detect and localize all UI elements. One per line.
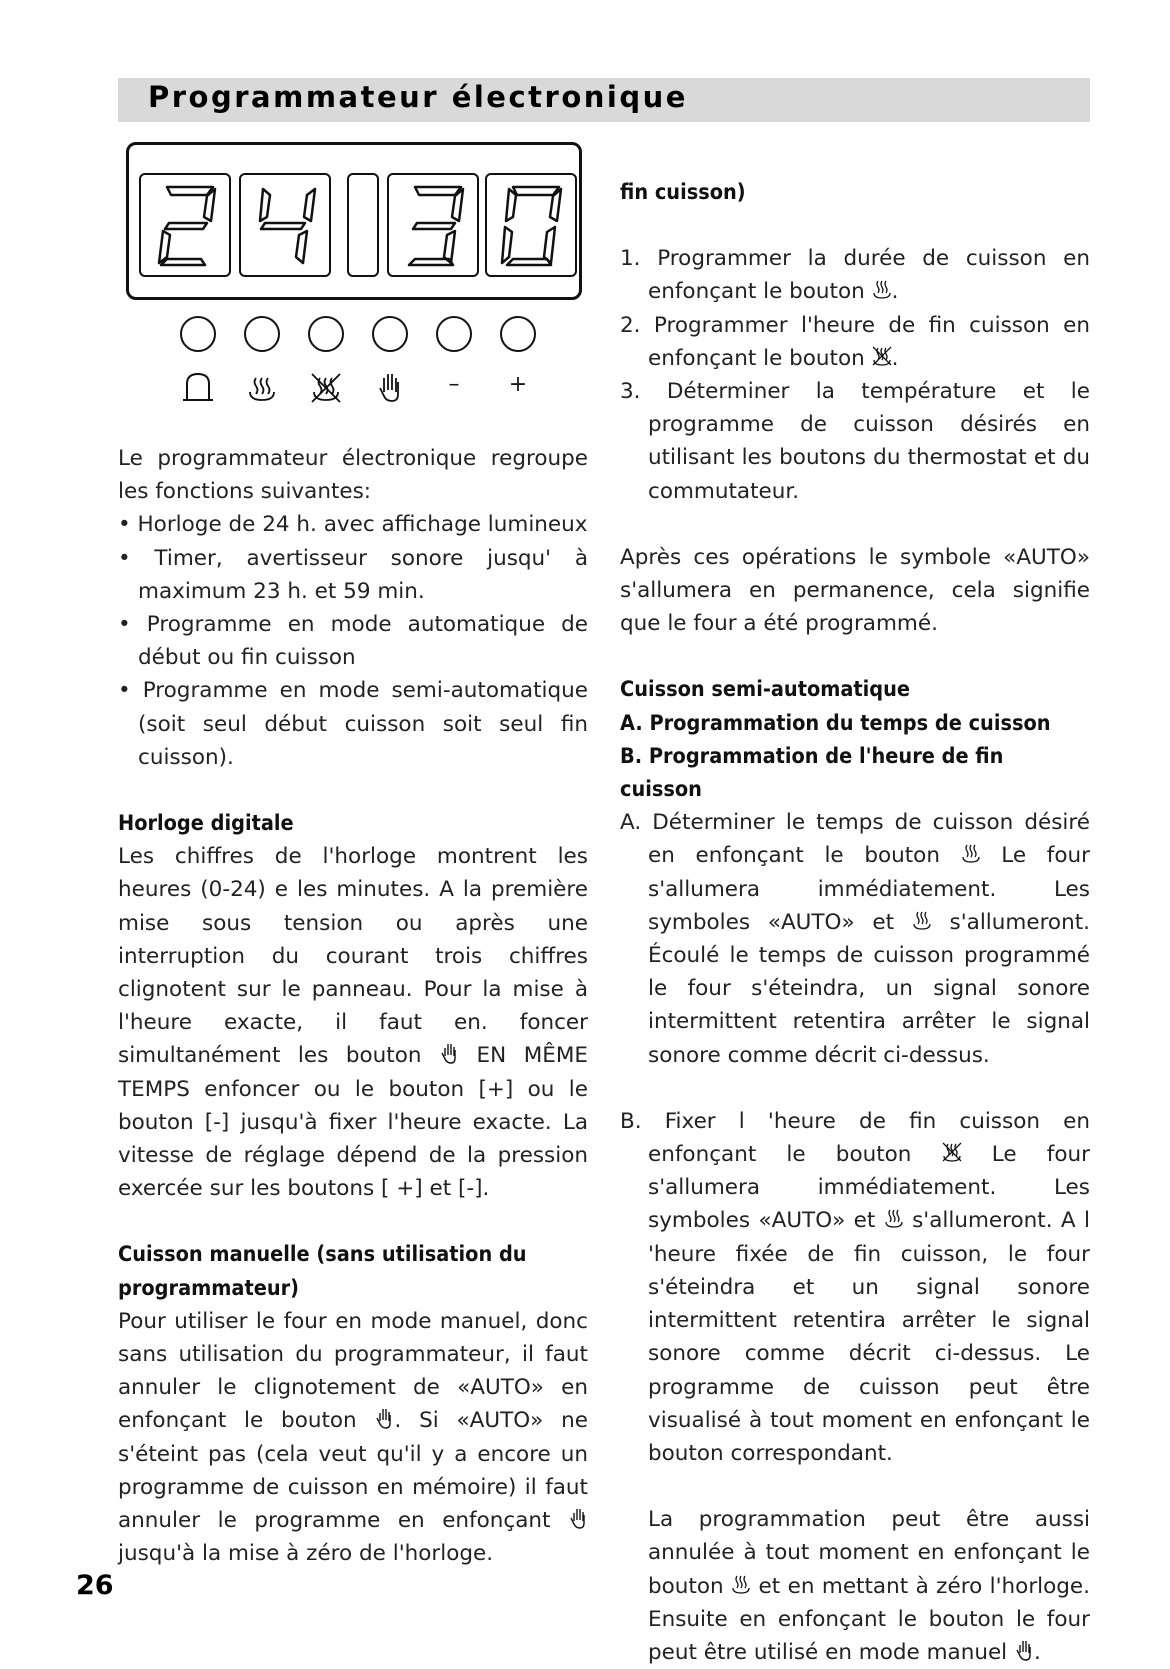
end-cook-button[interactable] bbox=[308, 316, 344, 352]
para-b-text-3: s'allumeront. A l 'heure fixée de fin cuisson, le four s'éteindra et un signal sonore intermittent retentira arrêter le signal sonore comme décrit ci-dessus. Le programme de cuisson peut être visualisé à tout moment en enfonçant le bouton correspondant. bbox=[648, 1208, 1090, 1466]
para-a bbox=[620, 806, 1090, 1072]
bullet-item: • Programme en mode semi-automatique (soit seul début cuisson soit seul fin cuisson). bbox=[118, 678, 588, 770]
sub-heading-a: A. Programmation du temps de cuisson bbox=[620, 710, 1051, 736]
manual-hand-icon bbox=[439, 1042, 459, 1064]
bullet-item: • Programme en mode automatique de début ou fin cuisson bbox=[118, 612, 588, 671]
left-column bbox=[118, 442, 588, 1571]
manuelle-text-3: jusqu'à la mise à zéro de l'horloge. bbox=[118, 1541, 494, 1567]
sub-heading-b: B. Programmation de l'heure de fin cuisson bbox=[620, 743, 1004, 803]
step-3: 3. Déterminer la température et le programme de cuisson désirés en utilisant les boutons du thermostat et du commutateur. bbox=[620, 379, 1090, 504]
digit-box-2 bbox=[239, 173, 331, 277]
section-heading: Cuisson manuelle (sans utilisation du programmateur) bbox=[118, 1242, 527, 1301]
step-1-text: 1. Programmer la durée de cuisson en enfonçant le bouton bbox=[620, 246, 1090, 305]
manuelle-text-1: Pour utiliser le four en mode manuel, donc sans utilisation du programmateur, il faut annuler le clignotement de «AUTO» en enfonçant le bouton bbox=[118, 1308, 588, 1434]
bullet-item: • Horloge de 24 h. avec affichage lumineux bbox=[118, 512, 588, 538]
timer-button[interactable] bbox=[180, 316, 216, 352]
page-title: Programmateur électronique bbox=[148, 80, 688, 114]
section-heading: Horloge digitale bbox=[118, 811, 294, 837]
minus-button[interactable] bbox=[436, 316, 472, 352]
cook-time-icon bbox=[731, 1573, 751, 1595]
horloge-paragraph bbox=[118, 840, 588, 1205]
cook-time-icon bbox=[872, 278, 892, 300]
minus-label: – bbox=[448, 372, 460, 397]
annul-text-2: et en mettant à zéro l'horloge. Ensuite en enfonçant le bouton le four peut être utilisé en mode manuel bbox=[648, 1573, 1090, 1665]
para-b-text-2: Le four s'allumera immédiatement. Les symboles «AUTO» et bbox=[648, 1142, 1090, 1234]
digit-3 bbox=[389, 175, 477, 275]
colon-box bbox=[347, 173, 379, 277]
para-a-text-2: Le four s'allumera immédiatement. Les symboles «AUTO» et bbox=[648, 843, 1090, 935]
bullet-item: • Timer, avertisseur sonore jusqu' à maximum 23 h. et 59 min. bbox=[118, 545, 588, 604]
apres-paragraph: Après ces opérations le symbole «AUTO» s'allumera en permanence, cela signifie que le four a été programmé. bbox=[620, 544, 1090, 637]
manual-hand-icon bbox=[568, 1507, 588, 1529]
step-1-end: . bbox=[891, 279, 899, 305]
annul-text-3: . bbox=[1034, 1639, 1041, 1665]
digit-2 bbox=[141, 175, 229, 275]
step-2-end: . bbox=[891, 345, 899, 371]
section-heading: Cuisson semi-automatique bbox=[620, 677, 911, 703]
manuelle-text-2: . Si «AUTO» ne s'éteint pas (cela veut qu'il y a encore un programme de cuisson en mémoire) il faut annuler le programme en enfonçant bbox=[118, 1408, 588, 1534]
manual-button[interactable] bbox=[372, 316, 408, 352]
digit-box-3 bbox=[387, 173, 479, 277]
manual-hand-icon bbox=[372, 370, 408, 404]
plus-label: + bbox=[508, 372, 528, 397]
intro-text: Le programmateur électronique regroupe les fonctions suivantes: bbox=[118, 446, 588, 505]
page-number: 26 bbox=[76, 1570, 114, 1601]
manuelle-paragraph bbox=[118, 1305, 588, 1571]
para-b bbox=[620, 1105, 1090, 1470]
clock-display-panel bbox=[126, 142, 582, 300]
para-b-text-1: B. Fixer l 'heure de fin cuisson en enfonçant le bouton bbox=[620, 1108, 1090, 1168]
para-a-text-1: A. Déterminer le temps de cuisson désiré en enfonçant le bouton bbox=[620, 810, 1090, 869]
end-cook-icon bbox=[942, 1141, 962, 1163]
cook-time-button[interactable] bbox=[244, 316, 280, 352]
step-2 bbox=[620, 309, 1090, 375]
cook-time-icon bbox=[884, 1207, 904, 1229]
digit-box-1 bbox=[139, 173, 231, 277]
annul-text-1: La programmation peut être aussi annulée à tout moment en enfonçant le bouton bbox=[648, 1507, 1090, 1599]
programmer-buttons bbox=[180, 316, 550, 406]
digit-0 bbox=[487, 175, 575, 275]
cook-time-icon bbox=[244, 370, 280, 404]
end-cook-icon bbox=[872, 345, 892, 367]
digit-box-4 bbox=[485, 173, 577, 277]
annulation-paragraph bbox=[620, 1503, 1090, 1669]
section-heading: fin cuisson) bbox=[620, 180, 746, 205]
right-column bbox=[620, 176, 1090, 1669]
step-2-text: 2. Programmer l'heure de fin cuisson en enfonçant le bouton bbox=[620, 312, 1090, 371]
bell-icon bbox=[180, 370, 216, 404]
para-a-text-3: s'allumeront. Écoulé le temps de cuisson programmé le four s'éteindra, un signal sonore intermittent retentira arrêter le signal sonore comme décrit ci-dessus. bbox=[648, 909, 1090, 1068]
cook-time-icon bbox=[912, 909, 932, 931]
plus-button[interactable] bbox=[500, 316, 536, 352]
horloge-text-1: Les chiffres de l'horloge montrent les heures (0-24) e les minutes. A la première mise sous tension ou après une interruption du courant trois chiffres clignotent sur le panneau. Pour la mise à l'heure exacte, il faut en. foncer simultanément les bouton bbox=[118, 844, 588, 1069]
digit-4 bbox=[241, 175, 329, 275]
cook-time-icon bbox=[961, 842, 981, 864]
manual-hand-icon bbox=[1014, 1639, 1034, 1661]
horloge-text-2: EN MÊME TEMPS enfoncer ou le bouton [+] ou le bouton [-] jusqu'à fixer l'heure exacte. La vitesse de réglage dépend de la pression exercée sur les boutons [ +] et [-]. bbox=[118, 1043, 588, 1202]
step-1 bbox=[620, 242, 1090, 308]
manual-hand-icon bbox=[374, 1407, 394, 1429]
title-bar bbox=[118, 78, 1090, 122]
end-cook-icon bbox=[308, 370, 344, 404]
